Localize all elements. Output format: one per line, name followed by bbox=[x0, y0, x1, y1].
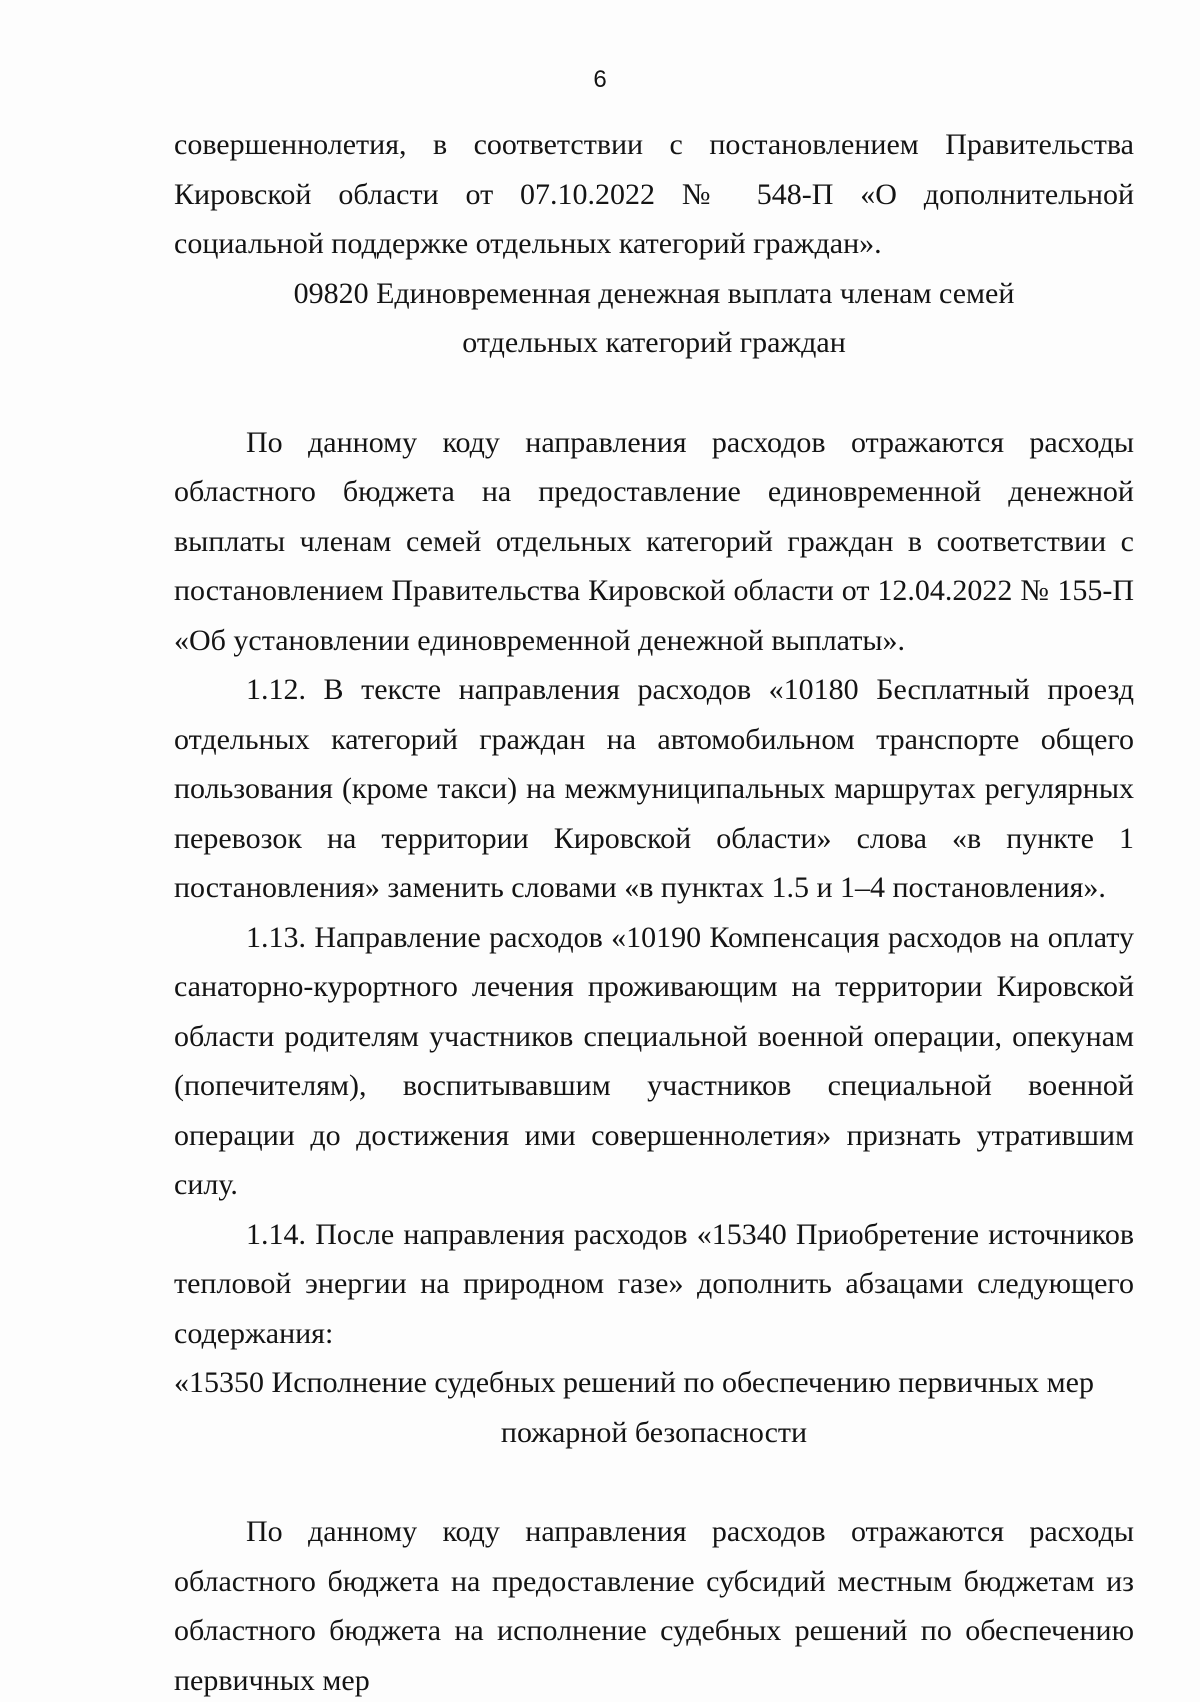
heading-line: 09820 Единовременная денежная выплата членам семей bbox=[293, 276, 1015, 310]
paragraph-continuation: совершеннолетия, в соответствии с постановлением Правительства Кировской области от 07.10.2022 № 548-П «О дополнительной социальной поддержке отдельных категорий граждан». bbox=[174, 128, 1134, 260]
paragraph-15350-description: По данному коду направления расходов отражаются расходы областного бюджета на предоставление субсидий местным бюджетам из областного бюджета на исполнение судебных решений по обеспечению первичных мер bbox=[174, 1515, 1134, 1697]
page-number: 6 bbox=[593, 66, 607, 93]
paragraph-item-1-12: 1.12. В тексте направления расходов «10180 Бесплатный проезд отдельных категорий граждан на автомобильном транспорте общего пользования (кроме такси) на межмуниципальных маршрутах регулярных перевозок на территории Кировской области» слова «в пункте 1 постановления» заменить словами «в пунктах 1.5 и 1–4 постановления». bbox=[174, 673, 1134, 904]
document-body bbox=[174, 120, 1134, 1705]
heading-line: «15350 Исполнение судебных решений по обеспечению первичных мер bbox=[174, 1366, 1094, 1399]
paragraph-item-1-14: 1.14. После направления расходов «15340 Приобретение источников тепловой энергии на природном газе» дополнить абзацами следующего содержания: bbox=[174, 1217, 1134, 1350]
section-heading-15350 bbox=[134, 1358, 1134, 1457]
section-heading-09820 bbox=[174, 269, 1134, 368]
paragraph-09820-description: По данному коду направления расходов отражаются расходы областного бюджета на предоставление единовременной денежной выплаты членам семей отдельных категорий граждан в соответствии с постановлением Правительства Кировской области от 12.04.2022 № 155-П «Об установлении единовременной денежной выплаты». bbox=[174, 425, 1134, 657]
paragraph-item-1-13: 1.13. Направление расходов «10190 Компенсация расходов на оплату санаторно-курортного лечения проживающим на территории Кировской области родителям участников специальной военной операции, опекунам (попечителям), воспитывавшим участников специальной военной операции до достижения ими совершеннолетия» признать утратившим силу. bbox=[174, 920, 1134, 1201]
heading-line: пожарной безопасности bbox=[500, 1415, 808, 1449]
heading-line: отдельных категорий граждан bbox=[462, 326, 846, 359]
